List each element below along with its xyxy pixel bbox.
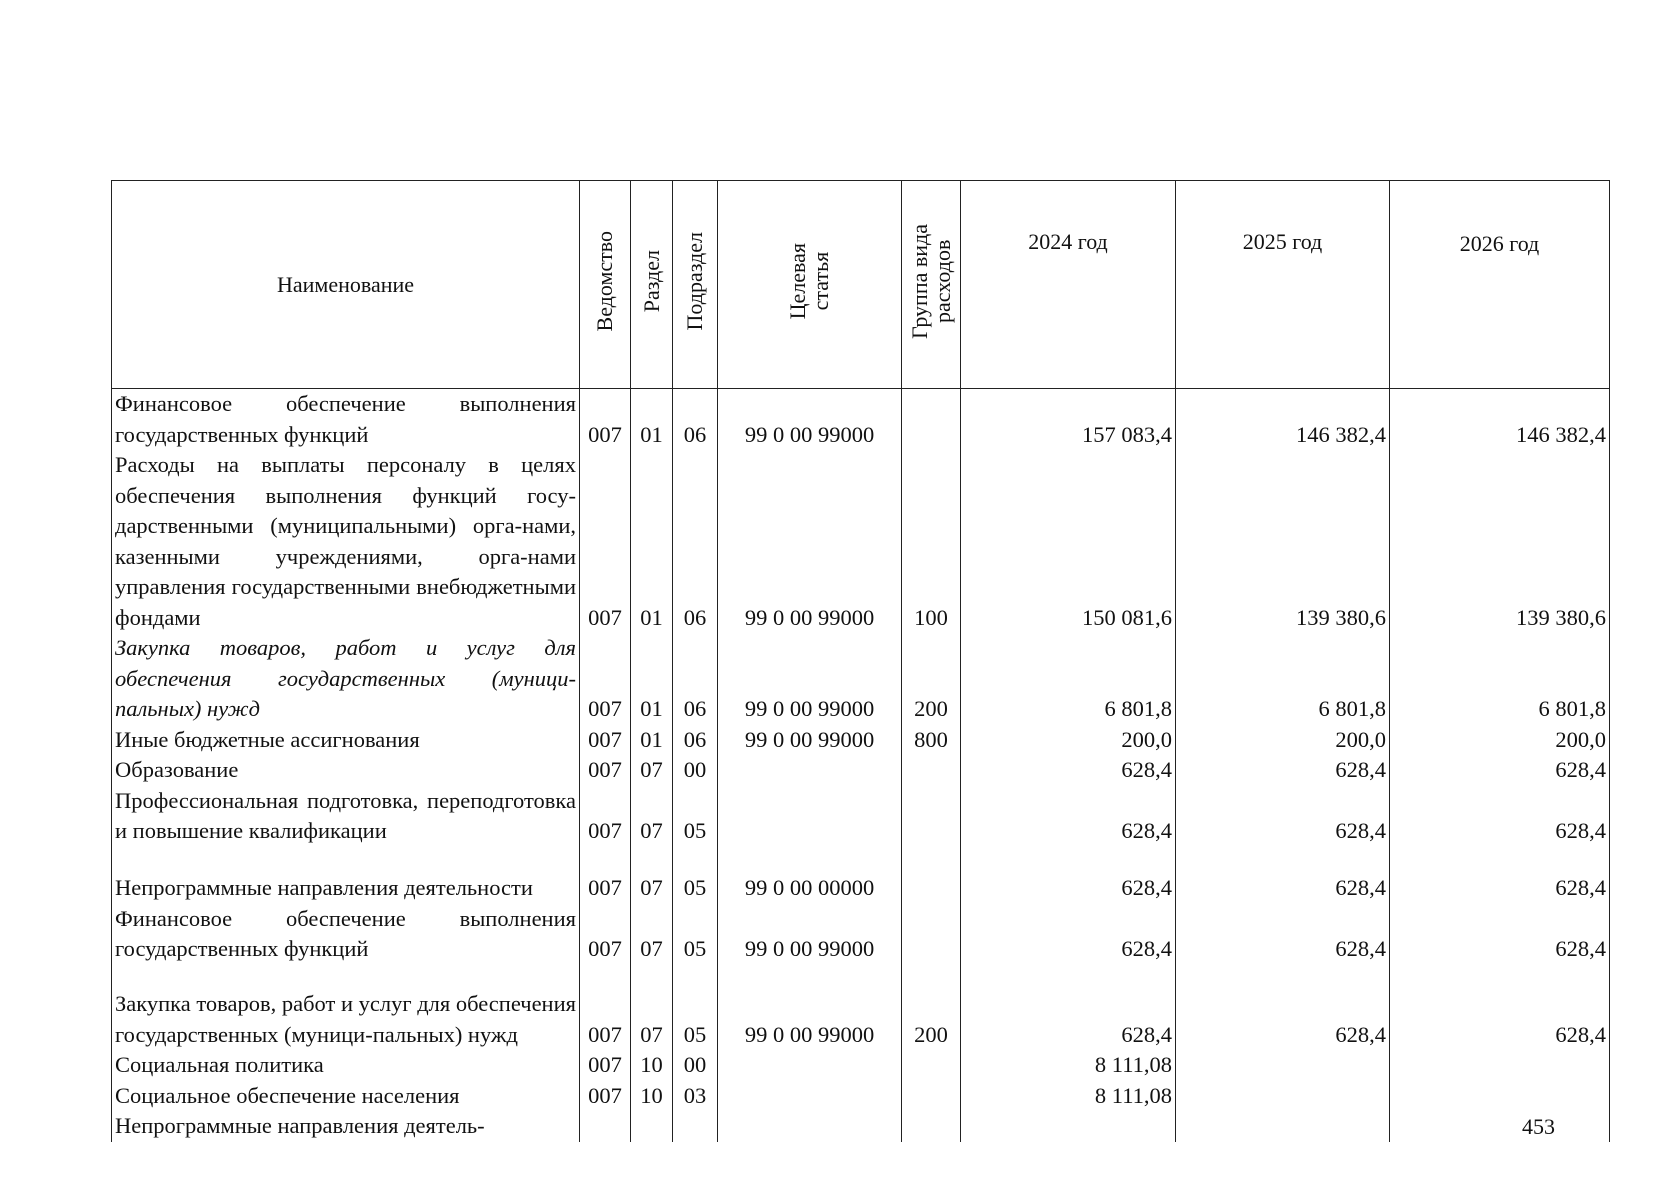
section-code: 07 bbox=[631, 786, 673, 847]
amount-2025: 628,4 bbox=[1176, 786, 1390, 847]
amount-2025 bbox=[1176, 1081, 1390, 1112]
department-code: 007 bbox=[580, 847, 631, 904]
amount-2024: 628,4 bbox=[961, 786, 1176, 847]
amount-2024: 200,0 bbox=[961, 725, 1176, 756]
row-name: Расходы на выплаты персоналу в целях обеспечения выполнения функций госу-дарственными (муниципальными) орга-нами, казенными учреждениями, орга-нами управления государственными внебюджетными фондами bbox=[112, 450, 580, 633]
amount-2024: 157 083,4 bbox=[961, 389, 1176, 451]
header-podrazdel-label: Подраздел bbox=[682, 232, 708, 331]
header-celevaya bbox=[718, 181, 902, 389]
budget-table-sheet bbox=[111, 180, 1609, 1142]
subsection-code: 05 bbox=[673, 847, 718, 904]
target-item-code: 99 0 00 99000 bbox=[718, 389, 902, 451]
header-podrazdel bbox=[673, 181, 718, 389]
department-code: 007 bbox=[580, 633, 631, 725]
amount-2026: 628,4 bbox=[1390, 904, 1610, 965]
amount-2025: 628,4 bbox=[1176, 904, 1390, 965]
amount-2026: 628,4 bbox=[1390, 965, 1610, 1051]
expense-type-code bbox=[902, 1081, 961, 1112]
header-celevaya-line2: статья bbox=[808, 252, 834, 311]
subsection-code: 05 bbox=[673, 786, 718, 847]
row-name: Социальная политика bbox=[112, 1050, 580, 1081]
department-code: 007 bbox=[580, 1050, 631, 1081]
table-row bbox=[112, 1111, 1610, 1142]
section-code: 01 bbox=[631, 633, 673, 725]
amount-2024: 8 111,08 bbox=[961, 1081, 1176, 1112]
amount-2026: 628,4 bbox=[1390, 786, 1610, 847]
amount-2024: 6 801,8 bbox=[961, 633, 1176, 725]
row-name: Закупка товаров, работ и услуг для обеспечения государственных (муници-пальных) нужд bbox=[112, 965, 580, 1051]
page-number: 453 bbox=[1522, 1114, 1555, 1139]
subsection-code: 06 bbox=[673, 633, 718, 725]
section-code: 10 bbox=[631, 1081, 673, 1112]
target-item-code bbox=[718, 1050, 902, 1081]
amount-2025: 146 382,4 bbox=[1176, 389, 1390, 451]
header-vedomstvo bbox=[580, 181, 631, 389]
table-row bbox=[112, 904, 1610, 965]
target-item-code: 99 0 00 99000 bbox=[718, 450, 902, 633]
subsection-code: 06 bbox=[673, 389, 718, 451]
table-row bbox=[112, 965, 1610, 1051]
table-row bbox=[112, 1081, 1610, 1112]
target-item-code: 99 0 00 99000 bbox=[718, 904, 902, 965]
table-row bbox=[112, 847, 1610, 904]
amount-2025: 628,4 bbox=[1176, 755, 1390, 786]
row-name: Профессиональная подготовка, переподготовка и повышение квалификации bbox=[112, 786, 580, 847]
header-celevaya-line1: Целевая bbox=[785, 243, 811, 320]
amount-2024: 628,4 bbox=[961, 847, 1176, 904]
header-razdel-label: Раздел bbox=[638, 250, 664, 313]
row-name: Непрограммные направления деятель- bbox=[112, 1111, 580, 1142]
table-row bbox=[112, 786, 1610, 847]
section-code: 10 bbox=[631, 1050, 673, 1081]
department-code bbox=[580, 1111, 631, 1142]
amount-2026: 628,4 bbox=[1390, 847, 1610, 904]
department-code: 007 bbox=[580, 786, 631, 847]
amount-2025: 200,0 bbox=[1176, 725, 1390, 756]
header-2024 bbox=[961, 181, 1176, 389]
section-code: 01 bbox=[631, 450, 673, 633]
subsection-code: 00 bbox=[673, 755, 718, 786]
row-name: Закупка товаров, работ и услуг для обеспечения государственных (муници-пальных) нужд bbox=[112, 633, 580, 725]
expense-type-code bbox=[902, 755, 961, 786]
header-gruppa-line2: расходов bbox=[930, 239, 955, 324]
row-name: Образование bbox=[112, 755, 580, 786]
header-celevaya-label bbox=[786, 243, 832, 319]
amount-2024: 628,4 bbox=[961, 965, 1176, 1051]
section-code: 01 bbox=[631, 389, 673, 451]
target-item-code: 99 0 00 99000 bbox=[718, 965, 902, 1051]
expense-type-code bbox=[902, 1050, 961, 1081]
department-code: 007 bbox=[580, 904, 631, 965]
header-gruppa-label bbox=[908, 224, 954, 339]
target-item-code: 99 0 00 99000 bbox=[718, 633, 902, 725]
section-code: 01 bbox=[631, 725, 673, 756]
subsection-code: 05 bbox=[673, 904, 718, 965]
table-row bbox=[112, 1050, 1610, 1081]
department-code: 007 bbox=[580, 725, 631, 756]
amount-2026: 6 801,8 bbox=[1390, 633, 1610, 725]
target-item-code: 99 0 00 99000 bbox=[718, 725, 902, 756]
section-code: 07 bbox=[631, 965, 673, 1051]
table-header-row bbox=[112, 181, 1610, 389]
header-name-label: Наименование bbox=[276, 271, 415, 297]
row-name: Финансовое обеспечение выполнения государственных функций bbox=[112, 904, 580, 965]
amount-2024: 628,4 bbox=[961, 904, 1176, 965]
expense-type-code: 200 bbox=[902, 965, 961, 1051]
row-name: Непрограммные направления деятельности bbox=[112, 847, 580, 904]
amount-2024: 150 081,6 bbox=[961, 450, 1176, 633]
subsection-code: 03 bbox=[673, 1081, 718, 1112]
amount-2025: 628,4 bbox=[1176, 847, 1390, 904]
header-gruppa-line1: Группа вида bbox=[906, 224, 932, 339]
section-code bbox=[631, 1111, 673, 1142]
department-code: 007 bbox=[580, 389, 631, 451]
amount-2025: 6 801,8 bbox=[1176, 633, 1390, 725]
amount-2026: 139 380,6 bbox=[1390, 450, 1610, 633]
row-name: Финансовое обеспечение выполнения государственных функций bbox=[112, 389, 580, 451]
expense-type-code: 800 bbox=[902, 725, 961, 756]
department-code: 007 bbox=[580, 755, 631, 786]
header-name bbox=[112, 181, 580, 389]
expense-type-code: 100 bbox=[902, 450, 961, 633]
header-gruppa bbox=[902, 181, 961, 389]
amount-2025 bbox=[1176, 1050, 1390, 1081]
table-row bbox=[112, 389, 1610, 451]
table-row bbox=[112, 633, 1610, 725]
expense-type-code bbox=[902, 1111, 961, 1142]
target-item-code bbox=[718, 1111, 902, 1142]
row-name: Иные бюджетные ассигнования bbox=[112, 725, 580, 756]
amount-2026 bbox=[1390, 1050, 1610, 1081]
amount-2024: 8 111,08 bbox=[961, 1050, 1176, 1081]
department-code: 007 bbox=[580, 965, 631, 1051]
subsection-code: 00 bbox=[673, 1050, 718, 1081]
expense-type-code bbox=[902, 786, 961, 847]
department-code: 007 bbox=[580, 450, 631, 633]
target-item-code: 99 0 00 00000 bbox=[718, 847, 902, 904]
amount-2024: 628,4 bbox=[961, 755, 1176, 786]
header-2024-label: 2024 год bbox=[1028, 229, 1108, 254]
subsection-code: 06 bbox=[673, 450, 718, 633]
amount-2024 bbox=[961, 1111, 1176, 1142]
expense-type-code: 200 bbox=[902, 633, 961, 725]
section-code: 07 bbox=[631, 904, 673, 965]
target-item-code bbox=[718, 755, 902, 786]
expense-type-code bbox=[902, 389, 961, 451]
subsection-code: 06 bbox=[673, 725, 718, 756]
amount-2026: 200,0 bbox=[1390, 725, 1610, 756]
header-2025-label: 2025 год bbox=[1242, 229, 1323, 254]
header-2026 bbox=[1390, 181, 1610, 389]
header-razdel bbox=[631, 181, 673, 389]
budget-table bbox=[111, 180, 1610, 1142]
section-code: 07 bbox=[631, 755, 673, 786]
header-2025 bbox=[1176, 181, 1390, 389]
header-vedomstvo-label: Ведомство bbox=[592, 231, 618, 332]
amount-2025 bbox=[1176, 1111, 1390, 1142]
amount-2026 bbox=[1390, 1081, 1610, 1112]
subsection-code: 05 bbox=[673, 965, 718, 1051]
header-2026-label: 2026 год bbox=[1459, 231, 1540, 256]
table-row bbox=[112, 450, 1610, 633]
row-name: Социальное обеспечение населения bbox=[112, 1081, 580, 1112]
amount-2026: 628,4 bbox=[1390, 755, 1610, 786]
table-row bbox=[112, 725, 1610, 756]
table-body bbox=[112, 389, 1610, 1142]
subsection-code bbox=[673, 1111, 718, 1142]
amount-2025: 628,4 bbox=[1176, 965, 1390, 1051]
department-code: 007 bbox=[580, 1081, 631, 1112]
amount-2026: 146 382,4 bbox=[1390, 389, 1610, 451]
amount-2026 bbox=[1390, 1111, 1610, 1142]
expense-type-code bbox=[902, 847, 961, 904]
target-item-code bbox=[718, 1081, 902, 1112]
amount-2025: 139 380,6 bbox=[1176, 450, 1390, 633]
expense-type-code bbox=[902, 904, 961, 965]
target-item-code bbox=[718, 786, 902, 847]
section-code: 07 bbox=[631, 847, 673, 904]
table-row bbox=[112, 755, 1610, 786]
